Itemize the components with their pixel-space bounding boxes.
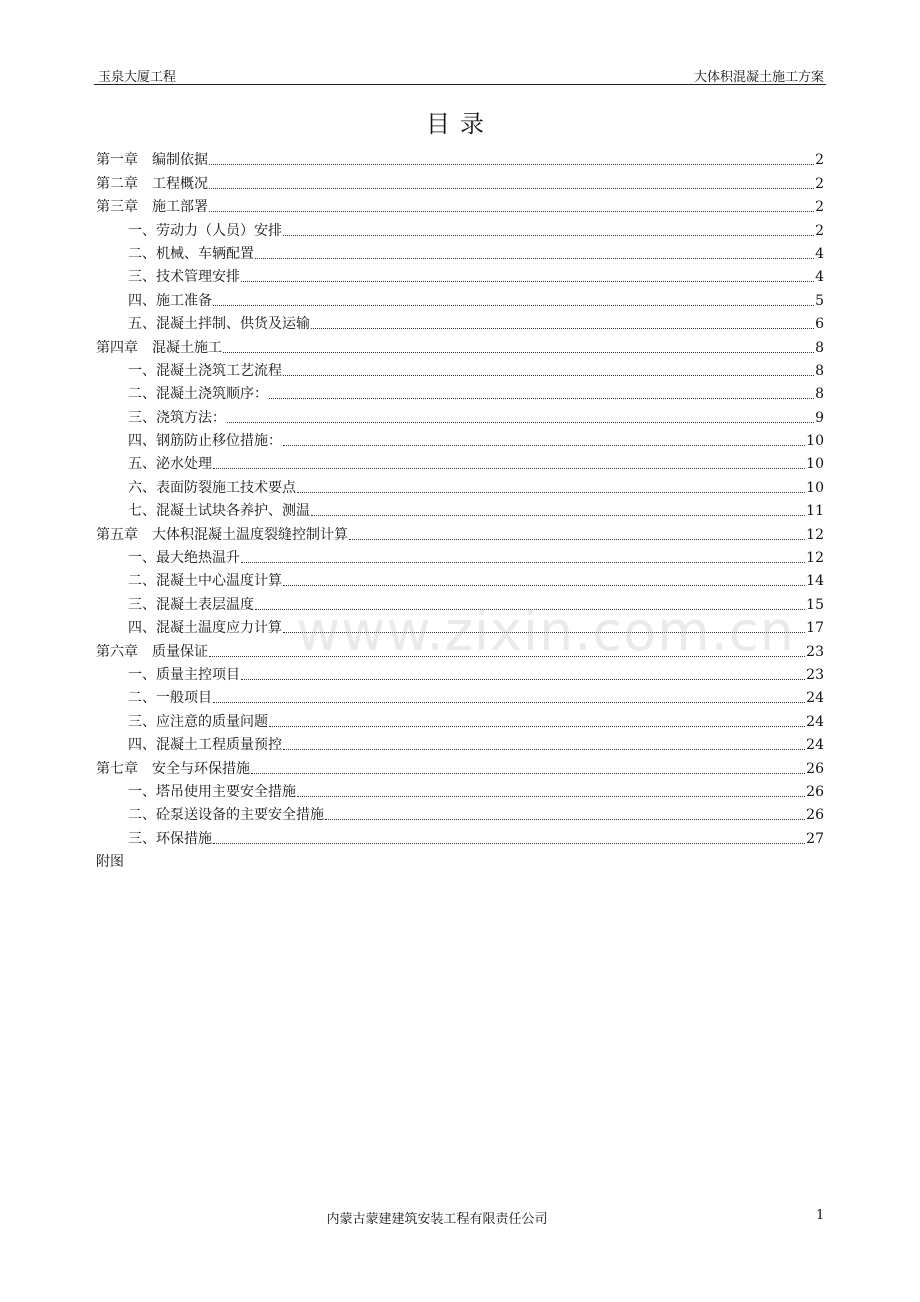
toc-appendix-label: 附图 bbox=[96, 854, 124, 871]
dot-leader bbox=[209, 187, 814, 189]
toc-entry-label: 四、混凝土工程质量预控 bbox=[128, 737, 282, 754]
toc-entry-page: 6 bbox=[815, 316, 824, 333]
toc-entry-page: 10 bbox=[806, 433, 824, 450]
dot-leader bbox=[297, 795, 805, 797]
toc-entry-page: 8 bbox=[815, 339, 824, 356]
toc-entry[interactable] bbox=[96, 286, 824, 309]
toc-entry-label: 一、质量主控项目 bbox=[128, 666, 240, 683]
toc-entry-label: 七、混凝土试块各养护、测温 bbox=[128, 503, 310, 520]
toc-entry[interactable] bbox=[96, 427, 824, 450]
toc-entry-label: 一、混凝土浇筑工艺流程 bbox=[128, 362, 282, 379]
toc-entry-label: 一、最大绝热温升 bbox=[128, 550, 240, 567]
toc-entry[interactable] bbox=[96, 169, 824, 192]
toc-entry-label: 二、混凝土浇筑顺序： bbox=[128, 386, 268, 403]
document-title: 大体积混凝土施工方案 bbox=[693, 70, 824, 85]
toc-entry-page: 24 bbox=[806, 737, 824, 754]
toc-entry-page: 26 bbox=[806, 783, 824, 800]
toc-entry-label: 一、塔吊使用主要安全措施 bbox=[128, 783, 296, 800]
toc-entry-label: 第四章 混凝土施工 bbox=[96, 339, 222, 356]
toc-entry-page: 27 bbox=[806, 830, 824, 847]
dot-leader bbox=[241, 678, 805, 680]
toc-entry-label: 五、泌水处理 bbox=[128, 456, 212, 473]
toc-entry-page: 14 bbox=[806, 573, 824, 590]
dot-leader bbox=[269, 725, 805, 727]
toc-entry[interactable] bbox=[96, 333, 824, 356]
dot-leader bbox=[349, 538, 805, 540]
toc-entry-label: 六、表面防裂施工技术要点 bbox=[128, 479, 296, 496]
toc-entry-label: 第六章 质量保证 bbox=[96, 643, 208, 660]
dot-leader bbox=[283, 584, 805, 586]
toc-entry-label: 二、砼泵送设备的主要安全措施 bbox=[128, 807, 324, 824]
dot-leader bbox=[227, 421, 814, 423]
toc-entry-page: 5 bbox=[815, 292, 824, 309]
page-header bbox=[94, 64, 826, 85]
toc-entry-page: 12 bbox=[806, 526, 824, 543]
toc-entry[interactable] bbox=[96, 310, 824, 333]
toc-entry-label: 第五章 大体积混凝土温度裂缝控制计算 bbox=[96, 526, 348, 543]
toc-entry-label: 第三章 施工部署 bbox=[96, 199, 208, 216]
dot-leader bbox=[213, 304, 814, 306]
toc-entry[interactable] bbox=[96, 544, 824, 567]
toc-entry-page: 15 bbox=[806, 596, 824, 613]
dot-leader bbox=[283, 748, 805, 750]
toc-entry-page: 10 bbox=[806, 479, 824, 496]
dot-leader bbox=[251, 772, 805, 774]
dot-leader bbox=[209, 163, 814, 165]
toc-entry-page: 2 bbox=[815, 222, 824, 239]
toc-entry-label: 四、施工准备 bbox=[128, 292, 212, 309]
toc-entry-label: 四、混凝土温度应力计算 bbox=[128, 620, 282, 637]
toc-entry-page: 4 bbox=[815, 245, 824, 262]
toc-entry[interactable] bbox=[96, 357, 824, 380]
toc-entry-label: 四、钢筋防止移位措施： bbox=[128, 433, 282, 450]
toc-entry-page: 26 bbox=[806, 760, 824, 777]
toc-entry[interactable] bbox=[96, 707, 824, 730]
toc-entry-page: 8 bbox=[815, 362, 824, 379]
dot-leader bbox=[241, 280, 814, 282]
toc-entry-page: 2 bbox=[815, 175, 824, 192]
toc-entry-label: 第一章 编制依据 bbox=[96, 152, 208, 169]
dot-leader bbox=[213, 467, 805, 469]
toc-entry-page: 24 bbox=[806, 690, 824, 707]
toc-entry-page: 2 bbox=[815, 152, 824, 169]
dot-leader bbox=[283, 374, 814, 376]
toc-entry-label: 二、一般项目 bbox=[128, 690, 212, 707]
toc-entry[interactable] bbox=[96, 684, 824, 707]
toc-entry-page: 2 bbox=[815, 199, 824, 216]
toc-entry[interactable] bbox=[96, 473, 824, 496]
toc-entry-page: 24 bbox=[806, 713, 824, 730]
dot-leader bbox=[325, 818, 805, 820]
toc-entry-label: 三、浇筑方法： bbox=[128, 409, 226, 426]
toc-entry[interactable] bbox=[96, 450, 824, 473]
toc-entry-label: 三、环保措施 bbox=[128, 830, 212, 847]
toc-title: 目录 bbox=[426, 110, 494, 138]
project-name: 玉泉大厦工程 bbox=[98, 70, 177, 85]
toc-entry-label: 五、混凝土拌制、供货及运输 bbox=[128, 316, 310, 333]
toc-entry-label: 第二章 工程概况 bbox=[96, 175, 208, 192]
toc-entry-page: 12 bbox=[806, 550, 824, 567]
toc-entry[interactable] bbox=[96, 731, 824, 754]
toc-entry-page: 11 bbox=[806, 503, 824, 520]
toc-entry[interactable] bbox=[96, 824, 824, 847]
toc-entry-page: 9 bbox=[815, 409, 824, 426]
toc-entry-label: 三、应注意的质量问题 bbox=[128, 713, 268, 730]
toc-entry-label: 二、混凝土中心温度计算 bbox=[128, 573, 282, 590]
toc-entry[interactable] bbox=[96, 801, 824, 824]
company-name: 内蒙古蒙建建筑安装工程有限责任公司 bbox=[326, 1212, 548, 1227]
toc-entry[interactable] bbox=[96, 146, 824, 169]
dot-leader bbox=[269, 397, 814, 399]
toc-entry-page: 4 bbox=[815, 269, 824, 286]
dot-leader bbox=[213, 842, 805, 844]
dot-leader bbox=[283, 444, 805, 446]
toc-entry-label: 一、劳动力（人员）安排 bbox=[128, 222, 282, 239]
page-number: 1 bbox=[816, 1208, 825, 1223]
toc-entry-page: 23 bbox=[806, 666, 824, 683]
dot-leader bbox=[311, 514, 805, 516]
dot-leader bbox=[241, 561, 805, 563]
toc-entry[interactable] bbox=[96, 497, 824, 520]
toc-entry[interactable] bbox=[96, 754, 824, 777]
toc-entry-label: 三、技术管理安排 bbox=[128, 269, 240, 286]
dot-leader bbox=[283, 234, 814, 236]
toc-entry[interactable] bbox=[96, 567, 824, 590]
toc-entry[interactable] bbox=[96, 193, 824, 216]
table-of-contents bbox=[96, 146, 824, 871]
toc-entry[interactable] bbox=[96, 661, 824, 684]
toc-entry[interactable] bbox=[96, 520, 824, 543]
toc-entry-page: 23 bbox=[806, 643, 824, 660]
toc-appendix[interactable] bbox=[96, 848, 824, 871]
toc-entry[interactable] bbox=[96, 778, 824, 801]
dot-leader bbox=[255, 257, 814, 259]
toc-entry[interactable] bbox=[96, 240, 824, 263]
toc-entry[interactable] bbox=[96, 380, 824, 403]
toc-entry[interactable] bbox=[96, 263, 824, 286]
toc-entry-page: 10 bbox=[806, 456, 824, 473]
toc-entry-label: 二、机械、车辆配置 bbox=[128, 245, 254, 262]
toc-entry[interactable] bbox=[96, 216, 824, 239]
toc-entry-page: 17 bbox=[806, 620, 824, 637]
watermark: www.zixin.com.cn bbox=[296, 600, 795, 663]
toc-entry-page: 8 bbox=[815, 386, 824, 403]
toc-entry-page: 26 bbox=[806, 807, 824, 824]
dot-leader bbox=[311, 327, 814, 329]
toc-entry-label: 第七章 安全与环保措施 bbox=[96, 760, 250, 777]
toc-entry[interactable] bbox=[96, 403, 824, 426]
dot-leader bbox=[213, 701, 805, 703]
dot-leader bbox=[209, 210, 814, 212]
dot-leader bbox=[223, 351, 814, 353]
dot-leader bbox=[297, 491, 805, 493]
toc-entry-label: 三、混凝土表层温度 bbox=[128, 596, 254, 613]
